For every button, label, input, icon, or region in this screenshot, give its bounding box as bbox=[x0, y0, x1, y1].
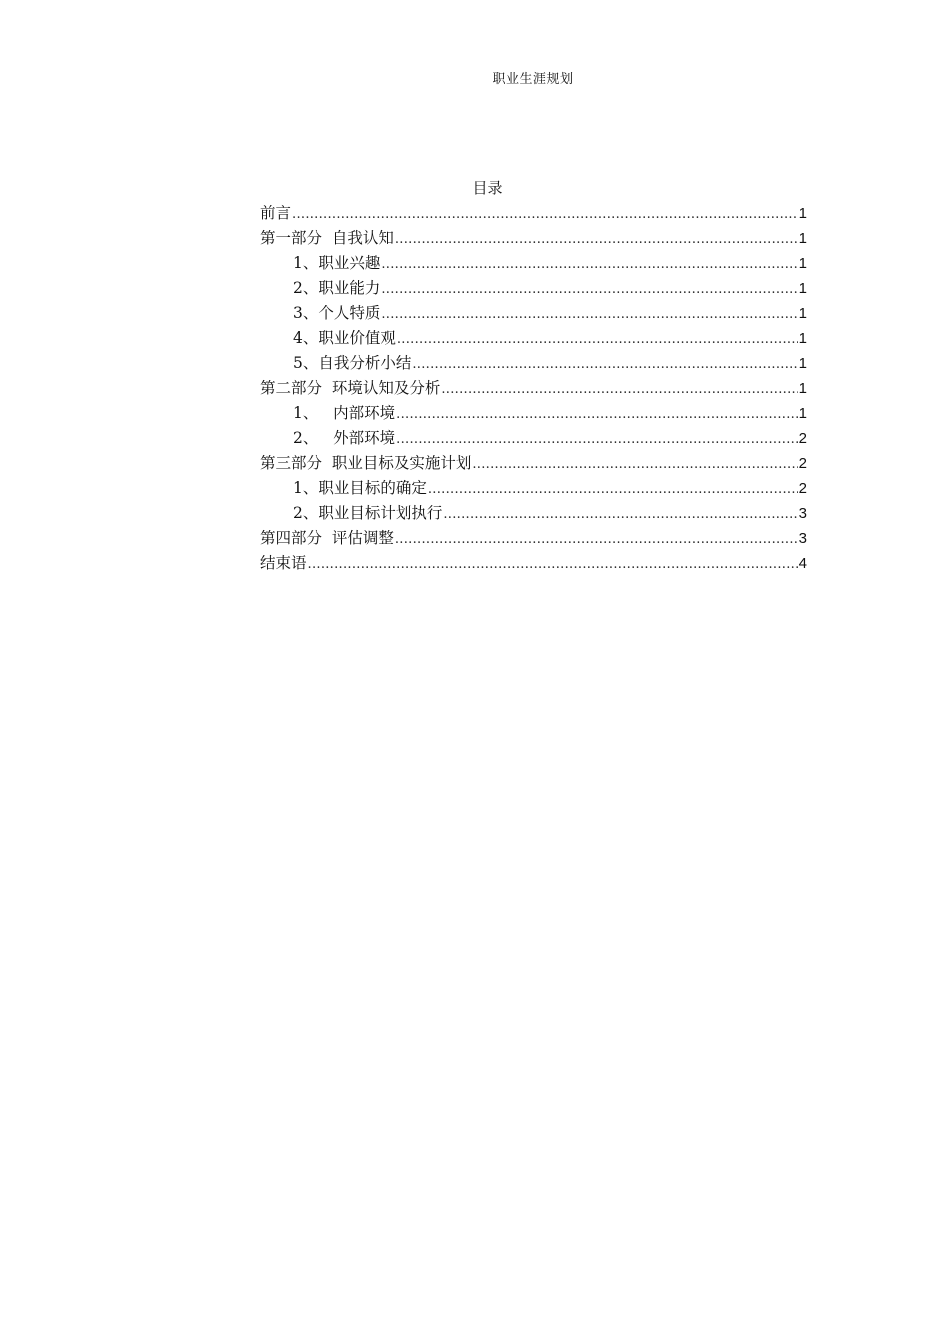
toc-entry-page: 4 bbox=[798, 555, 807, 572]
toc-entry-page: 1 bbox=[798, 380, 807, 397]
toc-entry-part-1-3[interactable] bbox=[260, 301, 807, 326]
toc-entry-page: 1 bbox=[798, 355, 807, 372]
table-of-contents bbox=[260, 175, 807, 576]
toc-leader-dots bbox=[395, 227, 798, 252]
toc-entry-conclusion[interactable] bbox=[260, 551, 807, 576]
toc-leader-dots bbox=[441, 377, 797, 402]
toc-leader-dots bbox=[396, 427, 798, 452]
toc-entry-page: 3 bbox=[798, 505, 807, 522]
toc-entry-page: 1 bbox=[798, 230, 807, 247]
toc-entry-label: 2、 外部环境 bbox=[293, 429, 396, 447]
toc-entry-label: 结束语 bbox=[260, 554, 307, 572]
toc-entry-label: 1、 内部环境 bbox=[293, 404, 396, 422]
toc-entry-part-1-4[interactable] bbox=[260, 326, 807, 351]
toc-leader-dots bbox=[412, 352, 797, 377]
toc-leader-dots bbox=[472, 452, 797, 477]
toc-entry-part-1-2[interactable] bbox=[260, 276, 807, 301]
toc-entry-part-2-2[interactable] bbox=[260, 426, 807, 451]
toc-entry-part-3[interactable] bbox=[260, 451, 807, 476]
toc-entry-part-4[interactable] bbox=[260, 526, 807, 551]
toc-leader-dots bbox=[381, 277, 797, 302]
toc-entry-label: 第四部分 评估调整 bbox=[260, 529, 394, 547]
toc-entry-label: 1、职业目标的确定 bbox=[293, 479, 427, 497]
toc-entry-page: 3 bbox=[798, 530, 807, 547]
toc-leader-dots bbox=[292, 202, 798, 227]
toc-entry-label: 3、个人特质 bbox=[293, 304, 381, 322]
toc-entry-label: 4、职业价值观 bbox=[293, 329, 396, 347]
toc-entry-label: 1、职业兴趣 bbox=[293, 254, 381, 272]
toc-leader-dots bbox=[381, 302, 797, 327]
toc-entry-part-3-1[interactable] bbox=[260, 476, 807, 501]
toc-leader-dots bbox=[308, 552, 798, 577]
toc-title: 目录 bbox=[472, 179, 503, 197]
toc-entry-label: 第一部分 自我认知 bbox=[260, 229, 394, 247]
toc-entry-page: 2 bbox=[798, 430, 807, 447]
toc-entry-part-3-2[interactable] bbox=[260, 501, 807, 526]
toc-entry-page: 1 bbox=[798, 280, 807, 297]
toc-entry-label: 5、自我分析小结 bbox=[293, 354, 412, 372]
page-header bbox=[0, 68, 950, 87]
toc-entry-page: 1 bbox=[798, 305, 807, 322]
toc-leader-dots bbox=[381, 252, 797, 277]
toc-entry-part-2[interactable] bbox=[260, 376, 807, 401]
toc-entry-page: 1 bbox=[798, 330, 807, 347]
toc-entry-label: 2、职业目标计划执行 bbox=[293, 504, 443, 522]
toc-leader-dots bbox=[428, 477, 798, 502]
toc-entry-label: 前言 bbox=[260, 204, 292, 222]
toc-leader-dots bbox=[443, 502, 797, 527]
toc-entry-page: 1 bbox=[798, 205, 807, 222]
toc-entry-label: 第二部分 环境认知及分析 bbox=[260, 379, 441, 397]
toc-entry-page: 1 bbox=[798, 405, 807, 422]
toc-entry-part-1-1[interactable] bbox=[260, 251, 807, 276]
header-title: 职业生涯规划 bbox=[492, 72, 574, 87]
toc-entry-label: 2、职业能力 bbox=[293, 279, 381, 297]
toc-entry-page: 2 bbox=[798, 455, 807, 472]
toc-entry-preface[interactable] bbox=[260, 201, 807, 226]
toc-entry-label: 第三部分 职业目标及实施计划 bbox=[260, 454, 472, 472]
toc-leader-dots bbox=[395, 527, 798, 552]
toc-entry-page: 2 bbox=[798, 480, 807, 497]
toc-entry-part-1-5[interactable] bbox=[260, 351, 807, 376]
toc-leader-dots bbox=[397, 327, 798, 352]
toc-entry-part-2-1[interactable] bbox=[260, 401, 807, 426]
toc-entry-part-1[interactable] bbox=[260, 226, 807, 251]
toc-entry-page: 1 bbox=[798, 255, 807, 272]
toc-leader-dots bbox=[396, 402, 798, 427]
